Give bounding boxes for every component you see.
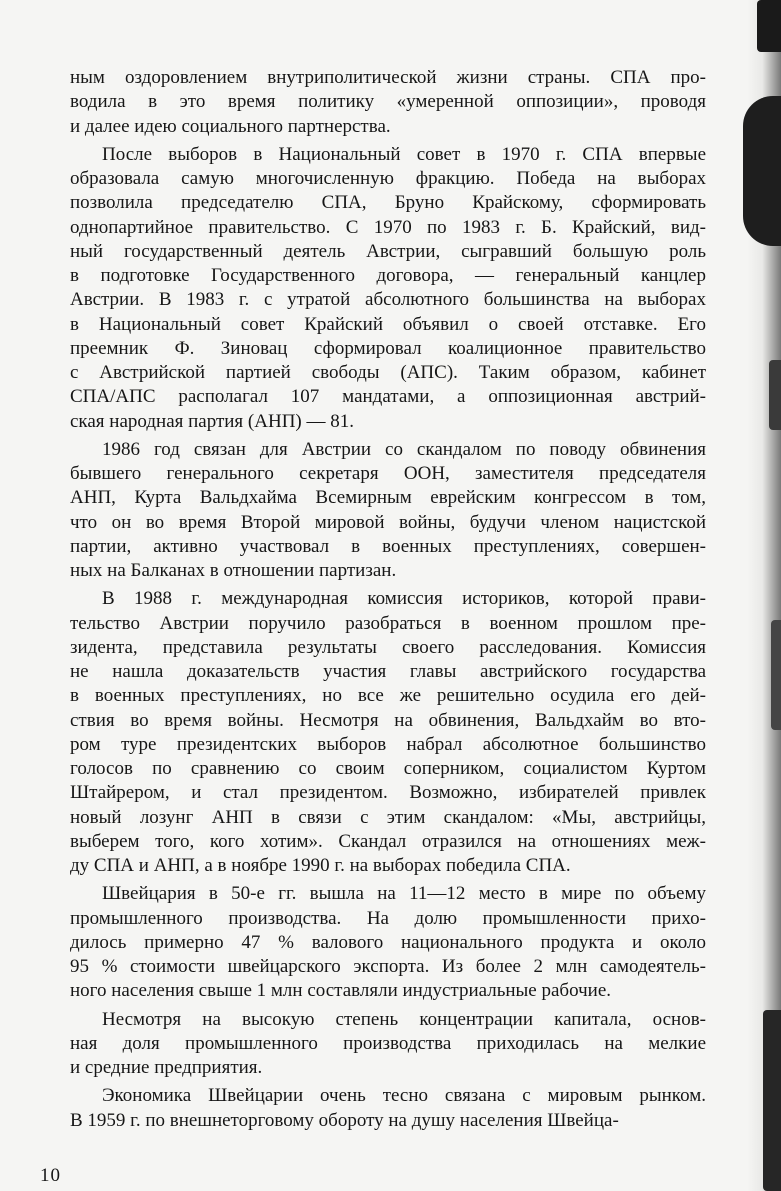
text-line: ду СПА и АНП, а в ноябре 1990 г. на выборах победила СПА.	[70, 855, 571, 876]
text-line: ром туре президентских выборов набрал абсолютное большинство	[70, 733, 706, 755]
text-line: АНП, Курта Вальдхайма Всемирным еврейским конгрессом в том,	[70, 487, 706, 509]
paragraph	[70, 1084, 706, 1133]
text-line: СПА/АПС располагал 107 мандатами, а оппозиционная австрий-	[70, 386, 706, 408]
text-line: зидента, представила результаты своего расследования. Комиссия	[70, 636, 706, 658]
text-line: в Национальный совет Крайский объявил о своей отставке. Его	[70, 313, 706, 335]
text-line: ных на Балканах в отношении партизан.	[70, 560, 397, 581]
paragraph	[70, 1008, 706, 1081]
text-line: с Австрийской партией свободы (АПС). Таким образом, кабинет	[70, 362, 706, 383]
paragraph	[70, 143, 706, 434]
text-line: ная доля промышленного производства приходилась на мелкие	[70, 1032, 706, 1054]
text-line: 1986 год связан для Австрии со скандалом по поводу обвинения	[102, 438, 706, 460]
text-line: В 1959 г. по внешнеторговому обороту на душу населения Швейца-	[70, 1109, 619, 1131]
text-line: партии, активно участвовал в военных преступлениях, совершен-	[70, 535, 706, 557]
text-line: ская народная партия (АНП) — 81.	[70, 410, 354, 432]
text-line: не нашла доказательств участия главы австрийского государства	[70, 661, 706, 682]
scan-edge-mark	[771, 620, 781, 730]
text-line: выберем того, кого хотим». Скандал отразился на отношениях меж-	[70, 830, 706, 852]
scan-edge-mark	[757, 0, 781, 52]
scan-edge-mark	[769, 360, 781, 430]
text-line: новый лозунг АНП в связи с этим скандалом: «Мы, австрийцы,	[70, 806, 706, 828]
text-line: и далее идею социального партнерства.	[70, 115, 391, 137]
text-line: что он во время Второй мировой войны, будучи членом нацистской	[70, 511, 706, 533]
text-line: ный государственный деятель Австрии, сыгравший большую роль	[70, 240, 706, 262]
text-line: тельство Австрии поручило разобраться в военном прошлом пре-	[70, 612, 706, 634]
text-line: образовала самую многочисленную фракцию. Победа на выборах	[70, 168, 706, 189]
text-line: Штайрером, и стал президентом. Возможно, избирателей привлек	[70, 782, 706, 804]
paragraph	[70, 587, 706, 878]
scan-edge-mark	[743, 96, 781, 246]
text-line: голосов по сравнению со своим соперником, социалистом Куртом	[70, 758, 706, 779]
text-line: Швейцария в 50-е гг. вышла на 11—12 место в мире по объему	[102, 883, 706, 905]
page-number: 10	[40, 1165, 61, 1186]
text-line: Австрии. В 1983 г. с утратой абсолютного большинства на выборах	[70, 289, 706, 311]
text-line: В 1988 г. международная комиссия историков, которой прави-	[102, 588, 706, 610]
paragraph	[70, 882, 706, 1003]
paragraph	[70, 438, 706, 584]
text-line: бывшего генерального секретаря ООН, заместителя председателя	[70, 463, 706, 484]
text-line: ным оздоровлением внутриполитической жизни страны. СПА про-	[70, 67, 706, 88]
text-line: дилось примерно 47 % валового национального продукта и около	[70, 931, 706, 953]
text-line: После выборов в Национальный совет в 1970 г. СПА впервые	[102, 143, 706, 165]
scan-edge-mark	[763, 1010, 781, 1191]
text-line: и средние предприятия.	[70, 1057, 263, 1078]
text-line: Экономика Швейцарии очень тесно связана с мировым рынком.	[102, 1085, 706, 1107]
text-line: преемник Ф. Зиновац сформировал коалиционное правительство	[70, 337, 706, 359]
text-line: ствия во время войны. Несмотря на обвинения, Вальдхайм во вто-	[70, 709, 706, 731]
text-line: водила в это время политику «умеренной оппозиции», проводя	[70, 91, 706, 113]
text-line: в военных преступлениях, но все же решительно осудила его дей-	[70, 685, 706, 707]
text-line: однопартийное правительство. С 1970 по 1983 г. Б. Крайский, вид-	[70, 216, 706, 238]
text-line: 95 % стоимости швейцарского экспорта. Из более 2 млн самодеятель-	[70, 956, 706, 977]
text-line: Несмотря на высокую степень концентрации капитала, основ-	[102, 1008, 706, 1030]
text-line: позволила председателю СПА, Бруно Крайскому, сформировать	[70, 192, 706, 214]
text-line: ного населения свыше 1 млн составляли индустриальные рабочие.	[70, 980, 611, 1002]
text-line: промышленного производства. На долю промышленности прихо-	[70, 907, 706, 929]
text-line: в подготовке Государственного договора, — генеральный канцлер	[70, 265, 706, 286]
paragraph	[70, 66, 706, 139]
body-text	[70, 66, 706, 1133]
